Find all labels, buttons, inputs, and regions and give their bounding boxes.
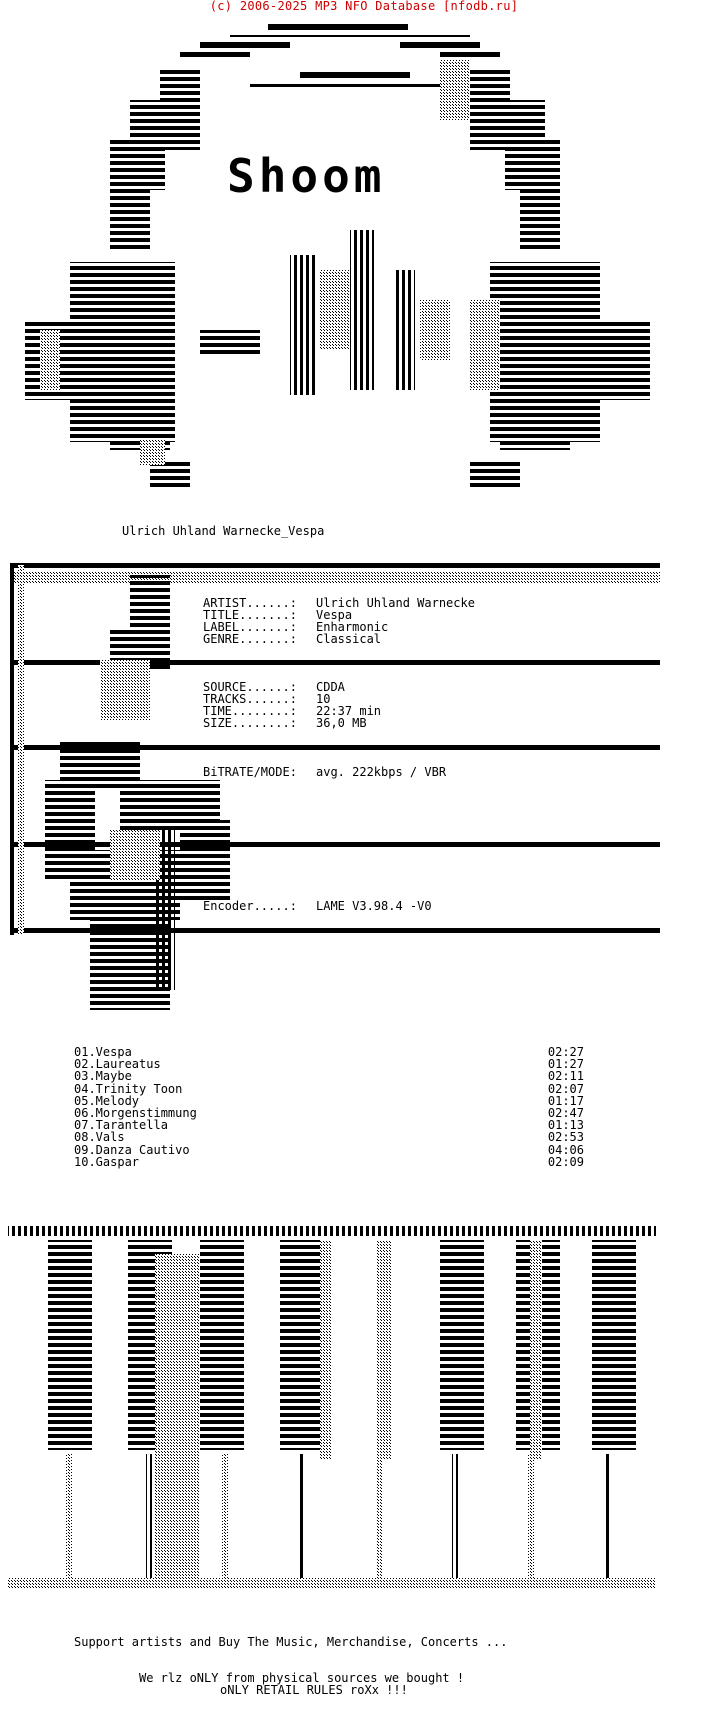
encoder-value: LAME V3.98.4 -V0 [316, 899, 432, 913]
support-line: Support artists and Buy The Music, Merchandise, Concerts ... [74, 1635, 508, 1649]
track-row [74, 1070, 584, 1082]
track-duration: 02:47 [547, 1105, 584, 1120]
tracks-label: TRACKS......: [203, 692, 297, 706]
tracks-value: 10 [316, 692, 331, 706]
track-duration: 01:17 [547, 1093, 584, 1108]
track-title: 05.Melody [74, 1093, 140, 1108]
artist-label: ARTIST......: [203, 596, 297, 610]
title-label: TITLE.......: [203, 608, 297, 622]
encoder-label: Encoder.....: [203, 899, 297, 913]
track-title: 03.Maybe [74, 1069, 132, 1084]
track-row [74, 1119, 584, 1131]
track-title: 01.Vespa [74, 1045, 132, 1059]
physical-sources-line: We rlz oNLY from physical sources we bought ! [139, 1671, 465, 1685]
bitrate-label: BiTRATE/MODE: [203, 765, 297, 779]
black-keys [48, 1240, 636, 1578]
time-label: TIME........: [203, 704, 297, 718]
time-value: 22:37 min [316, 704, 382, 718]
label-value: Enharmonic [316, 620, 389, 634]
track-duration: 02:53 [547, 1130, 584, 1145]
artist-value: Ulrich Uhland Warnecke [316, 596, 475, 610]
track-title: 02.Laureatus [74, 1057, 161, 1072]
size-label: SIZE........: [203, 716, 297, 730]
title-value: Vespa [316, 608, 353, 622]
track-duration: 02:07 [547, 1081, 584, 1096]
tracklist [74, 1046, 584, 1168]
logo-text: Shoom [227, 149, 386, 203]
nfodb-header: (c) 2006-2025 MP3 NFO Database [nfodb.ru] [209, 0, 519, 13]
track-duration: 02:09 [547, 1154, 584, 1169]
track-row [74, 1156, 584, 1168]
source-value: CDDA [316, 680, 345, 694]
track-duration: 02:27 [547, 1045, 584, 1059]
track-row [74, 1131, 584, 1143]
genre-label: GENRE.......: [203, 632, 297, 646]
track-row [74, 1144, 584, 1156]
bitrate-value: avg. 222kbps / VBR [316, 765, 447, 779]
track-duration: 04:06 [547, 1142, 584, 1157]
track-title: 08.Vals [74, 1130, 125, 1145]
track-row [74, 1083, 584, 1095]
size-value: 36,0 MB [316, 716, 367, 730]
piano-keys-art [0, 1224, 728, 1604]
track-duration: 01:13 [547, 1118, 584, 1133]
track-duration: 01:27 [547, 1057, 584, 1072]
track-row [74, 1058, 584, 1070]
release-line: Ulrich Uhland Warnecke_Vespa [122, 524, 325, 538]
source-label: SOURCE......: [203, 680, 297, 694]
track-duration: 02:11 [547, 1069, 584, 1084]
track-title: 10.Gaspar [74, 1154, 140, 1169]
track-title: 04.Trinity Toon [74, 1081, 183, 1096]
track-title: 09.Danza Cautivo [74, 1142, 190, 1157]
track-title: 07.Tarantella [74, 1118, 168, 1133]
label-label: LABEL.......: [203, 620, 297, 634]
track-title: 06.Morgenstimmung [74, 1105, 197, 1120]
retail-rules-line: oNLY RETAIL RULES roXx !!! [220, 1683, 408, 1697]
genre-value: Classical [316, 632, 382, 646]
